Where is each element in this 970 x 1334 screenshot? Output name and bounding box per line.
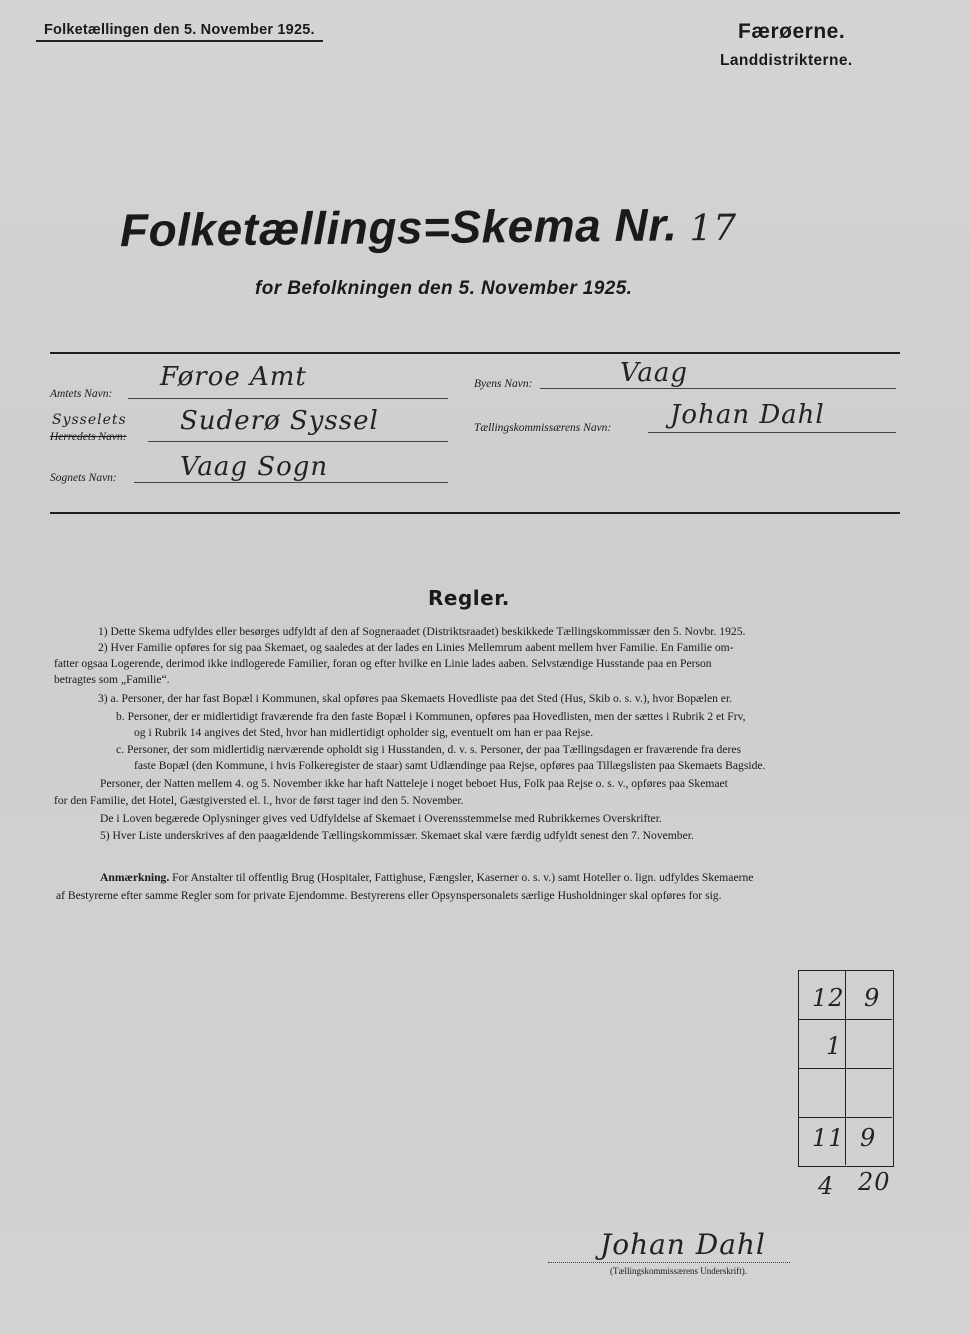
tally-cell: 12	[812, 984, 845, 1012]
header-census-date: Folketællingen den 5. November 1925.	[36, 22, 323, 42]
herred-label-handwritten: Sysselets	[52, 412, 127, 428]
amt-label: Amtets Navn:	[50, 388, 113, 400]
byen-line	[540, 388, 896, 389]
amt-line	[128, 398, 448, 399]
signature-label: (Tællingskommissærens Underskrift).	[610, 1266, 747, 1276]
rule-line: b. Personer, der er midlertidigt fraværende fra den faste Bopæl i Kommunen, opføres paa Hovedlisten, men der sættes i Rubrik 2 et Frv,	[116, 710, 746, 723]
tally-cell: 11	[812, 1124, 845, 1152]
tally-row-divider	[798, 1117, 892, 1118]
tally-total-right: 20	[858, 1168, 891, 1196]
kommissaer-value-handwritten: Johan Dahl	[670, 400, 825, 430]
sogn-label: Sognets Navn:	[50, 472, 117, 484]
rule-line: og i Rubrik 14 angives det Sted, hvor han midlertidigt opholder sig, eventuelt om han er paa Rejse.	[134, 726, 594, 739]
divider-bottom	[50, 512, 900, 514]
note-label: Anmærkning.	[100, 871, 170, 884]
rule-line: Personer, der Natten mellem 4. og 5. November ikke har haft Natteleje i noget beboet Hus, Folk paa Rejse o. s. v., opføres paa Skemaet	[100, 777, 728, 790]
sogn-line	[134, 482, 448, 483]
form-number-handwritten: 17	[689, 207, 738, 250]
rule-line: 1) Dette Skema udfyldes eller besørges udfyldt af den af Sogneraadet (Distriktsraadet) beskikkede Tællingskommissær den 5. Novbr. 1925.	[98, 625, 746, 638]
divider-top	[50, 352, 900, 354]
rule-line: fatter ogsaa Logerende, derimod ikke indlogerede Familier, foran og efter hvilke en Linie lades aaben. Selvstændige Husstande paa en Person	[54, 657, 712, 670]
form-title-text: Folketællings=Skema Nr.	[119, 198, 678, 257]
rules-title: Regler.	[428, 586, 510, 610]
tally-cell: 9	[860, 1124, 877, 1152]
header-district-type: Landdistrikterne.	[720, 52, 853, 69]
tally-cell: 9	[864, 984, 881, 1012]
herred-line	[148, 441, 448, 442]
byen-label: Byens Navn:	[474, 378, 533, 390]
form-subtitle: for Befolkningen den 5. November 1925.	[255, 278, 633, 299]
sogn-value-handwritten: Vaag Sogn	[180, 452, 329, 482]
tally-row-divider	[798, 1068, 892, 1069]
note-line-1	[100, 870, 753, 886]
rule-line: 3) a. Personer, der har fast Bopæl i Kommunen, skal opføres paa Skemaets Hovedliste paa det Sted (Hus, Skib o. s. v.), hvor Bopælen er.	[98, 692, 733, 705]
signature-handwritten: Johan Dahl	[600, 1228, 766, 1261]
amt-value-handwritten: Føroe Amt	[160, 362, 307, 392]
note-text-1: For Anstalter til offentlig Brug (Hospitaler, Fattighuse, Fængsler, Kaserner o. s. v.) samt Hoteller o. lign. udfyldes Skemaerne	[172, 871, 754, 884]
note-line-2: af Bestyrerne efter samme Regler som for private Ejendomme. Bestyrerens eller Opsynspersonalets særlige Husholdninger skal opføres for sig.	[56, 889, 722, 902]
herred-label-printed: Herredets Navn:	[50, 431, 127, 443]
byen-value-handwritten: Vaag	[620, 358, 689, 388]
signature-line	[548, 1262, 790, 1263]
kommissaer-line	[648, 432, 896, 433]
tally-row-divider	[798, 1019, 892, 1020]
kommissaer-label: Tællingskommissærens Navn:	[474, 422, 612, 434]
rule-line: 5) Hver Liste underskrives af den paagældende Tællingskommissær. Skemaet skal være færdig udfyldt senest den 7. November.	[100, 829, 694, 842]
rule-line: c. Personer, der som midlertidig nærværende opholdt sig i Husstanden, d. v. s. Personer, der paa Tællingsdagen er fraværende fra deres	[116, 743, 741, 756]
rule-line: for den Familie, det Hotel, Gæstgiversted el. l., hvor de først tager ind den 5. November.	[54, 794, 464, 807]
tally-total-left: 4	[818, 1172, 835, 1200]
rule-line: 2) Hver Familie opføres for sig paa Skemaet, og saaledes at der lades en Linies Mellemrum aabent mellem hver Familie. En Familie om-	[98, 641, 734, 654]
rule-line: betragtes som „Familie“.	[54, 673, 170, 686]
rule-line: De i Loven begærede Oplysninger gives ved Udfyldelse af Skemaet i Overensstemmelse med Rubrikkernes Overskrifter.	[100, 812, 662, 825]
tally-cell: 1	[826, 1032, 843, 1060]
rule-line: faste Bopæl (den Kommune, i hvis Folkeregister de staar) samt Udlændinge paa Rejse, opføres paa Tillægslisten paa Skemaets Bagside.	[134, 759, 766, 772]
herred-value-handwritten: Suderø Syssel	[180, 406, 379, 436]
header-region: Færøerne.	[738, 20, 846, 43]
form-title	[120, 197, 738, 257]
